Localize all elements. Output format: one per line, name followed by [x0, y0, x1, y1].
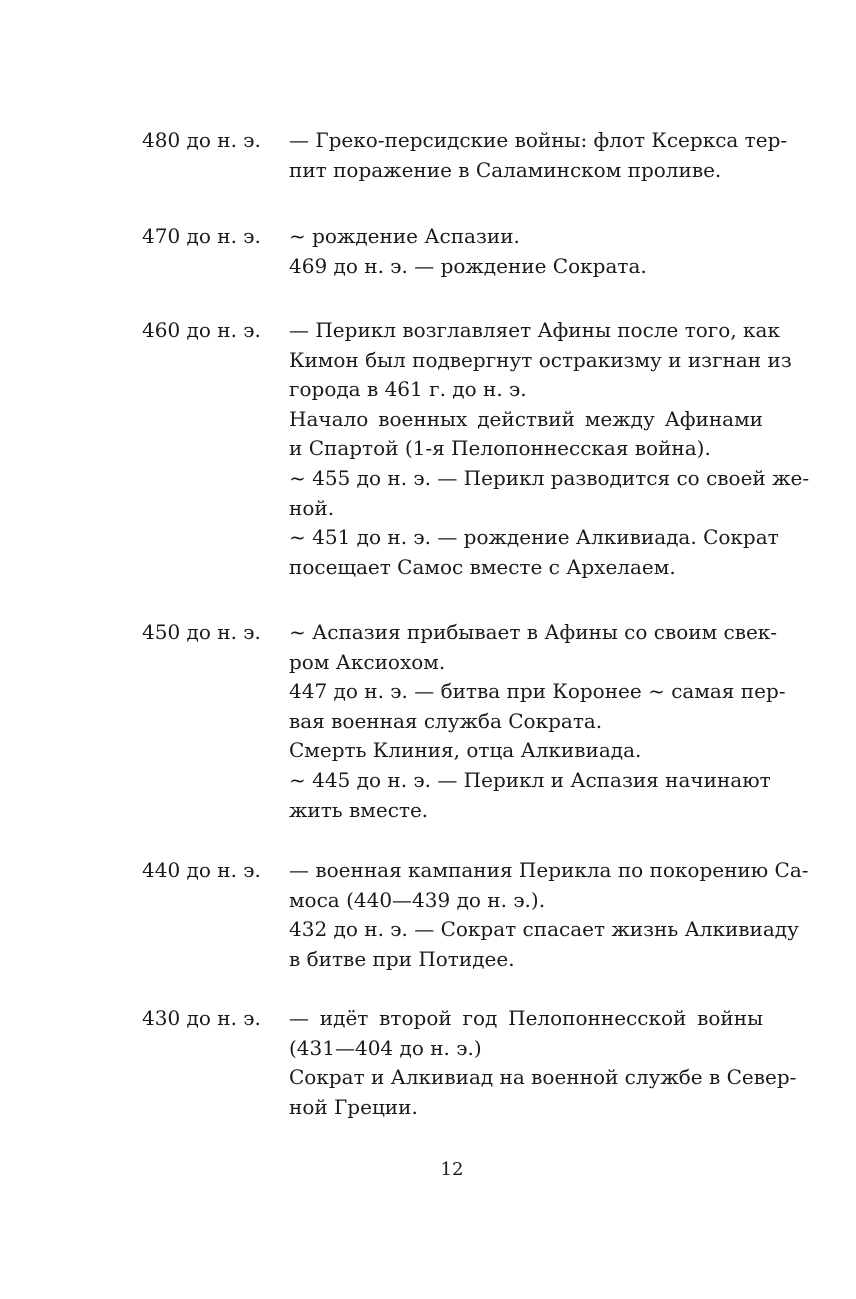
- text-line: ной Греции.: [289, 1094, 418, 1119]
- text-line: ~ 451 до н. э. — рождение Алкивиада. Сократ: [289, 525, 779, 550]
- text-line: города в 461 г. до н. э.: [289, 377, 527, 402]
- text-line: Сократ и Алкивиад на военной службе в Север-: [289, 1065, 797, 1090]
- entry-text: [289, 856, 809, 974]
- text-line: Смерть Клиния, отца Алкивиада.: [289, 738, 642, 763]
- text-line: ~ 455 до н. э. — Перикл разводится со своей же-: [289, 465, 810, 490]
- text-line: ~ 445 до н. э. — Перикл и Аспазия начинают: [289, 767, 771, 792]
- entry-text: [289, 618, 786, 825]
- text-line: вая военная служба Сократа.: [289, 708, 603, 733]
- text-line: Начало военных действий между Афинами: [289, 406, 763, 431]
- text-line: ром Аксиохом.: [289, 649, 446, 674]
- entry-date: 460 до н. э.: [142, 318, 261, 342]
- text-line: жить вместе.: [289, 797, 429, 822]
- text-line: пит поражение в Саламинском проливе.: [289, 157, 722, 182]
- entry-date: 480 до н. э.: [142, 128, 261, 152]
- text-line: 432 до н. э. — Сократ спасает жизнь Алкивиаду: [289, 917, 799, 942]
- text-line: Кимон был подвергнут остракизму и изгнан из: [289, 347, 792, 372]
- page-number: 12: [440, 1159, 464, 1180]
- text-line: — Перикл возглавляет Афины после того, как: [289, 318, 780, 342]
- text-line: ~ рождение Аспазии.: [289, 224, 520, 248]
- text-line: моса (440—439 до н. э.).: [289, 887, 546, 912]
- text-line: в битве при Потидее.: [289, 946, 515, 971]
- text-line: и Спартой (1-я Пелопоннесская война).: [289, 436, 711, 461]
- entry-date: 430 до н. э.: [142, 1006, 261, 1030]
- text-line: — военная кампания Перикла по покорению Са-: [289, 858, 809, 882]
- text-line: (431—404 до н. э.): [289, 1035, 482, 1060]
- entry-text: [289, 126, 788, 185]
- text-line: — Греко-персидские войны: флот Ксеркса тер-: [289, 128, 788, 152]
- entry-text: [289, 1004, 797, 1122]
- text-line: — идёт второй год Пелопоннесской войны: [289, 1006, 763, 1030]
- entry-text: [289, 222, 763, 281]
- text-line: ной.: [289, 495, 335, 520]
- entry-date: 450 до н. э.: [142, 620, 261, 644]
- text-line: 469 до н. э. — рождение Сократа.: [289, 253, 647, 278]
- entry-text: [289, 316, 810, 582]
- text-line: ~ Аспазия прибывает в Афины со своим свек-: [289, 620, 778, 644]
- entry-date: 470 до н. э.: [142, 224, 261, 248]
- text-line: посещает Самос вместе с Архелаем.: [289, 554, 676, 579]
- text-line: 447 до н. э. — битва при Коронее ~ самая пер-: [289, 679, 786, 704]
- entry-date: 440 до н. э.: [142, 858, 261, 882]
